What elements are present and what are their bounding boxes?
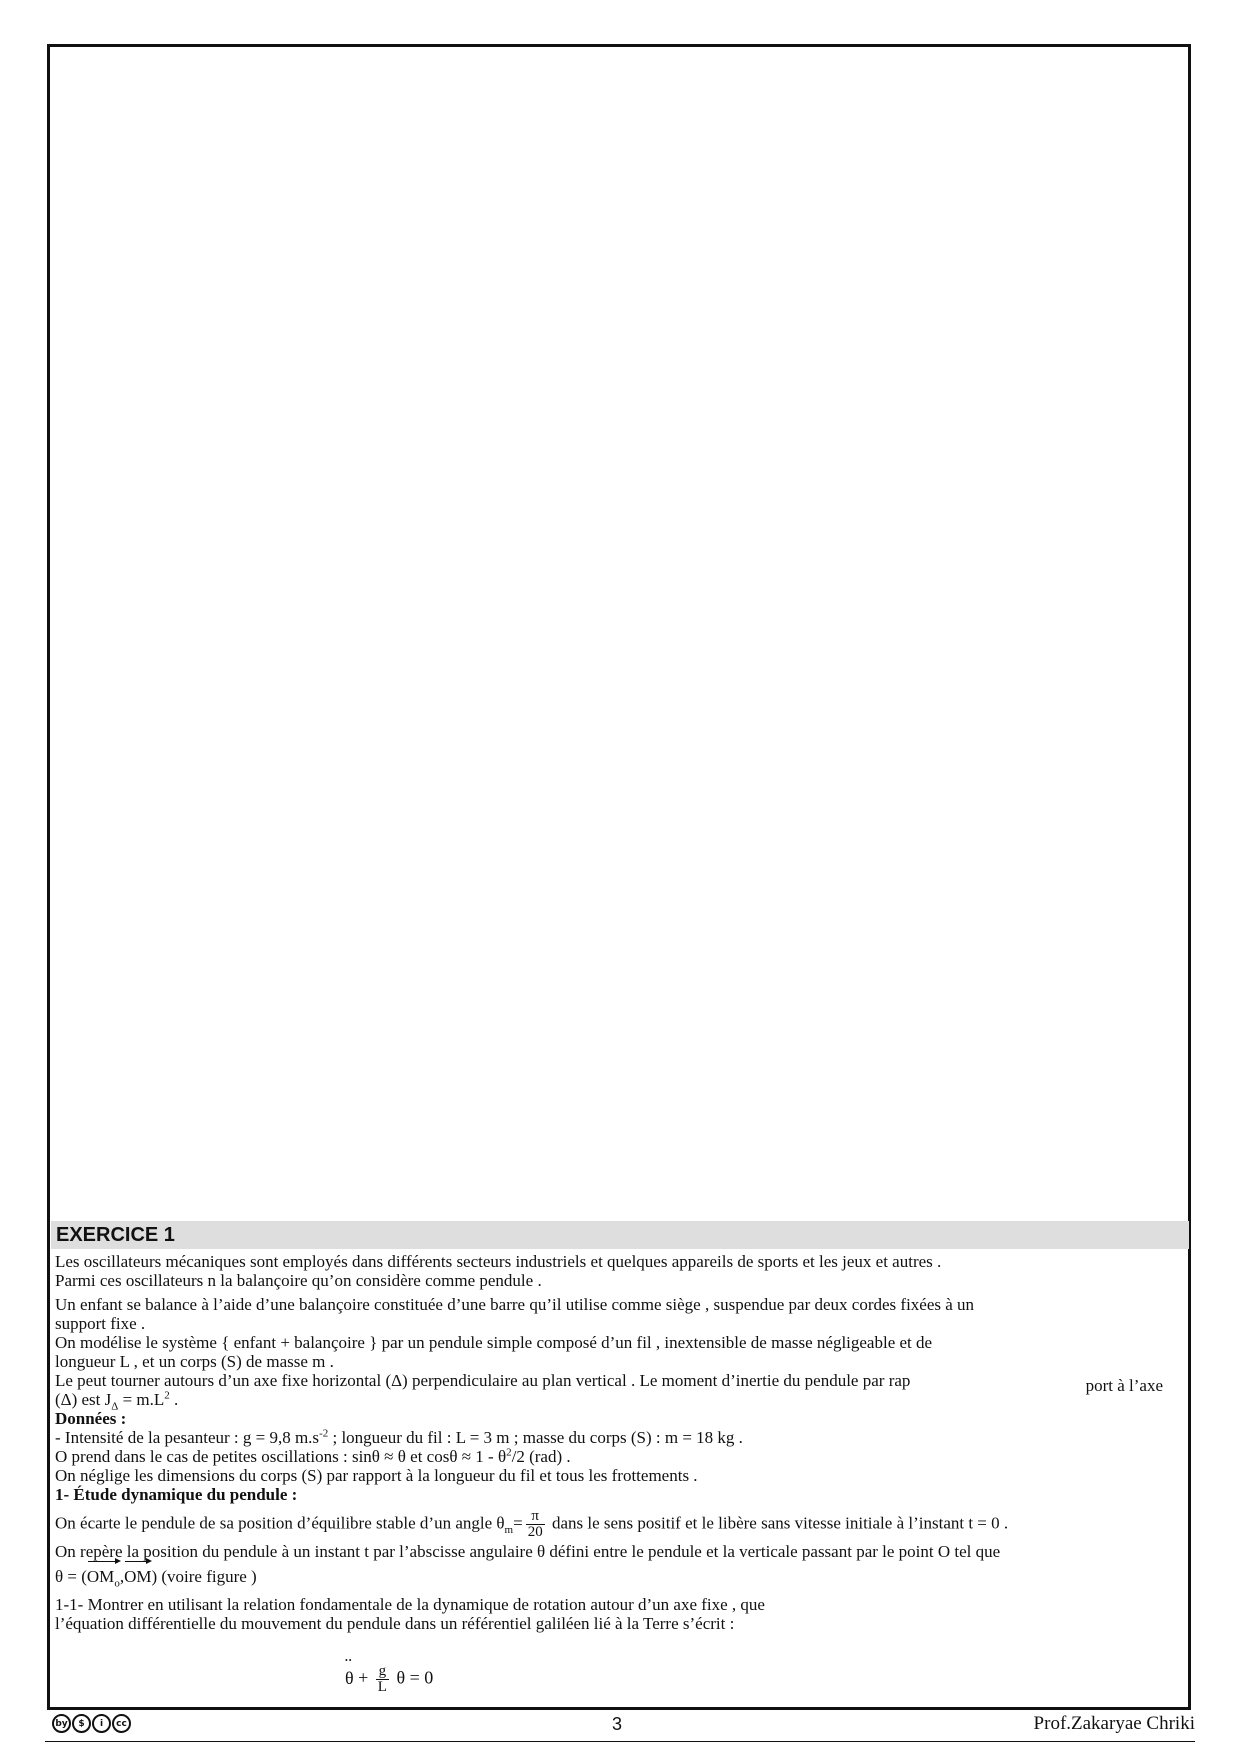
paragraph: support fixe . [55, 1314, 146, 1333]
license-badge [52, 1714, 131, 1736]
donnees-line [55, 1447, 1185, 1466]
section-text: ) (voire figure ) [151, 1567, 257, 1586]
inertia-sup: 2 [164, 1389, 170, 1402]
page-number: 3 [612, 1714, 623, 1734]
theta-m-sub: m [504, 1523, 514, 1536]
donnees-line: On néglige les dimensions du corps (S) par rapport à la longueur du fil et tous les frottements . [55, 1466, 698, 1485]
equation-plus: + [353, 1667, 373, 1688]
author-name: Prof.Zakaryae Chriki [1033, 1713, 1195, 1734]
differential-equation [345, 1664, 433, 1695]
inertia-text: . [169, 1390, 179, 1409]
section-text: = [513, 1513, 523, 1533]
donnees-text: ; longueur du fil : L = 3 m ; masse du corps (S) : m = 18 kg . [328, 1428, 743, 1447]
vector-om0 [87, 1564, 120, 1590]
vector-sub: o [114, 1577, 120, 1590]
footer-divider [45, 1741, 1195, 1742]
inertia-text: (Δ) est J [55, 1390, 112, 1409]
paragraph: Un enfant se balance à l’aide d’une balançoire constituée d’une barre qu’il utilise comme siège , suspendue par deux cordes fixées à un [55, 1295, 975, 1314]
g-over-l-fraction [376, 1664, 389, 1695]
theta-double-dot: •• θ [345, 1668, 354, 1689]
paragraph: Parmi ces oscillateurs n la balançoire qu’on considère comme pendule . [55, 1271, 542, 1290]
vector-label: OM [86, 1567, 115, 1586]
fraction-numerator: π [526, 1509, 545, 1525]
equation-rest: θ = 0 [391, 1667, 434, 1688]
fraction-denominator: L [377, 1679, 387, 1695]
donnees-sup: -2 [319, 1427, 329, 1440]
paragraph: On modélise le système { enfant + balançoire } par un pendule simple composé d’un fil , inextensible de masse négligeable et de [55, 1333, 933, 1352]
fraction-denominator: 20 [527, 1524, 543, 1540]
donnees-title: Données : [55, 1409, 127, 1428]
question-line: 1-1- Montrer en utilisant la relation fondamentale de la dynamique de rotation autour d’un axe fixe , que [55, 1595, 765, 1614]
question-line: l’équation différentielle du mouvement du pendule dans un référentiel galiléen lié à la Terre s’écrit : [55, 1614, 735, 1633]
donnees-text: - Intensité de la pesanteur : g = 9,8 m.s [55, 1428, 320, 1447]
inertia-text: = m.L [118, 1390, 165, 1409]
cc-attribution-icon: i [92, 1714, 111, 1733]
paragraph-text: Le peut tourner autours d’un axe fixe horizontal (Δ) perpendiculaire au plan vertical . Le moment d’inertie du pendule par rap [55, 1371, 911, 1390]
section-line: On repère la position du pendule à un instant t par l’abscisse angulaire θ défini entre le pendule et la verticale passant par le point O tel que [55, 1542, 1001, 1561]
section-text: dans le sens positif et le libère sans vitesse initiale à l’instant t = 0 . [547, 1513, 1009, 1533]
vector-om [124, 1564, 151, 1590]
donnees-text: /2 (rad) . [511, 1447, 571, 1466]
fraction-numerator: g [376, 1664, 389, 1680]
paragraph [55, 1371, 1185, 1395]
section-text: On écarte le pendule de sa position d’équilibre stable d’un angle θ [55, 1513, 505, 1533]
section-line [55, 1509, 1185, 1540]
donnees-sup: 2 [506, 1446, 512, 1459]
exercise-body [55, 1252, 1185, 1633]
section-text: θ = ( [55, 1567, 87, 1586]
donnees-text: O prend dans le cas de petites oscillations : sinθ ≈ θ et cosθ ≈ 1 - θ [55, 1447, 507, 1466]
paragraph-tail: port à l’axe [1085, 1376, 1163, 1395]
vector-label: OM [124, 1567, 152, 1586]
section-title: 1- Étude dynamique du pendule : [55, 1485, 298, 1504]
cc-nc-icon: $ [72, 1714, 91, 1733]
cc-by-icon: by [52, 1714, 71, 1733]
exercise-title: EXERCICE 1 [51, 1221, 1189, 1249]
theta-definition [55, 1564, 1185, 1590]
paragraph: Les oscillateurs mécaniques sont employés dans différents secteurs industriels et quelques appareils de sports et les jeux et autres . [55, 1252, 942, 1271]
pi-over-20-fraction [526, 1509, 545, 1540]
section-text: , [119, 1567, 125, 1586]
inertia-line [55, 1389, 1185, 1413]
cc-logo-icon: cc [112, 1714, 131, 1733]
donnees-line [55, 1428, 1185, 1447]
inertia-sub: Δ [111, 1400, 119, 1413]
paragraph: longueur L , et un corps (S) de masse m . [55, 1352, 334, 1371]
